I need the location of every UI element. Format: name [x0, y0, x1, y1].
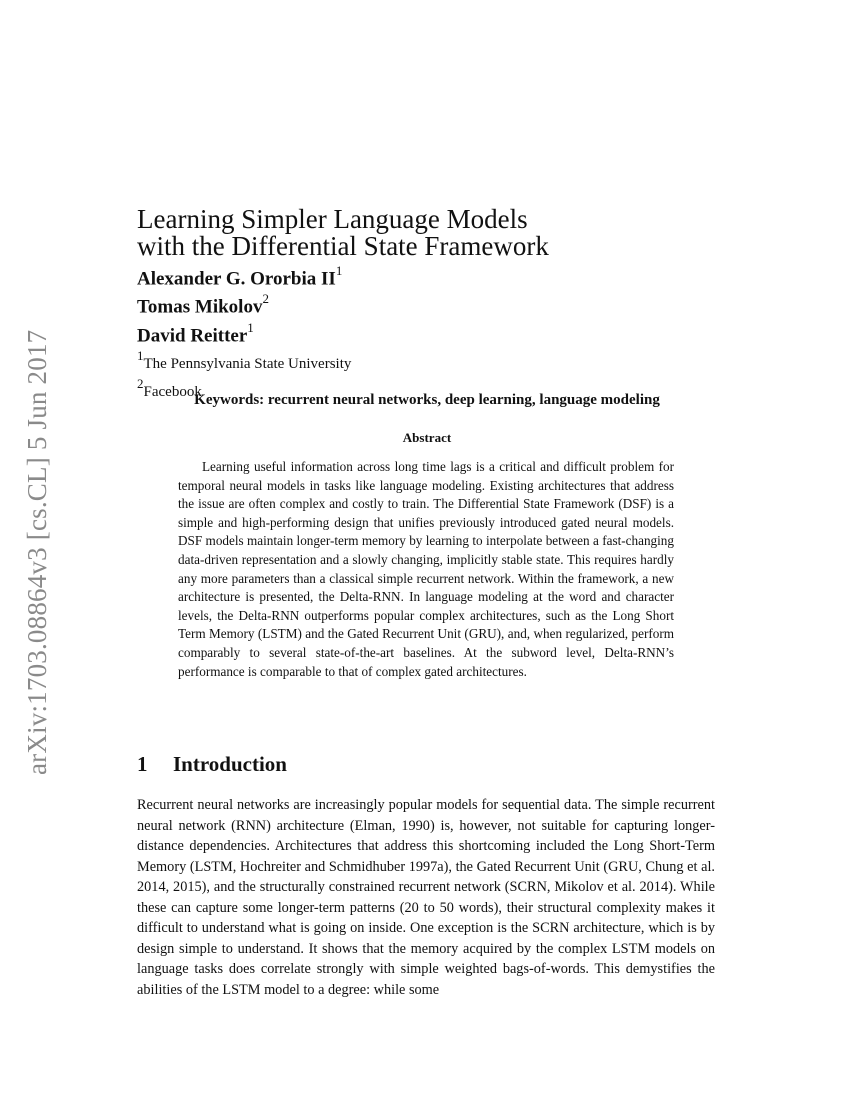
affiliation-mark: 2	[137, 375, 144, 391]
affiliation-mark: 1	[137, 347, 144, 363]
title-line: with the Differential State Framework	[137, 231, 549, 261]
abstract-body: Learning useful information across long time lags is a critical and difficult problem for temporal neural models in tasks like language modeling. Existing architectures that address the issue are often complex and costly to train. The Differential State Framework (DSF) is a simple and high-performing design that unifies previously introduced gated neural models. DSF models maintain longer-term memory by learning to interpolate between a fast-changing data-driven representation and a slowly changing, implicitly stable state. This requires hardly any more parameters than a classical simple recurrent network. Within the framework, a new architecture is presented, the Delta-RNN. In language modeling at the word and character levels, the Delta-RNN outperforms popular complex architectures, such as the Long Short Term Memory (LSTM) and the Gated Recurrent Unit (GRU), and, when regularized, perform comparably to several state-of-the-art baselines. At the subword level, Delta-RNN’s performance is comparable to that of complex gated architectures.	[178, 459, 674, 679]
keywords: Keywords: recurrent neural networks, deep learning, language modeling	[194, 392, 660, 408]
author-list	[137, 262, 717, 403]
paper-title	[137, 206, 717, 260]
section-title: Introduction	[173, 752, 287, 776]
affiliation	[137, 347, 717, 375]
author-name: Alexander G. Ororbia II	[137, 268, 336, 290]
title-block	[137, 206, 717, 403]
author-affiliation-mark: 2	[262, 291, 269, 307]
affiliation-name: The Pennsylvania State University	[143, 355, 352, 372]
affiliation-name: Facebook	[143, 383, 202, 400]
author	[137, 290, 717, 318]
abstract-heading: Abstract	[402, 430, 452, 445]
arxiv-identifier-stamp: arXiv:1703.08864v3 [cs.CL] 5 Jun 2017	[22, 329, 52, 775]
author-affiliation-mark: 1	[335, 263, 343, 278]
author	[137, 319, 717, 347]
introduction-body: Recurrent neural networks are increasingly popular models for sequential data. The simple recurrent neural network (RNN) architecture (Elman, 1990) is, however, not suitable for capturing longer-distance dependencies. Architectures that address this shortcoming included the Long Short-Term Memory (LSTM, Hochreiter and Schmidhuber 1997a), the Gated Recurrent Unit (GRU, Chung et al. 2014, 2015), and the structurally constrained recurrent network (SCRN, Mikolov et al. 2014). While these can capture some longer-term patterns (20 to 50 words), their structural complexity makes it difficult to understand what is going on inside. One exception is the SCRN architecture, which is by design simple to understand. It shows that the memory acquired by the complex LSTM models on language tasks does correlate strongly with simple weighted bags-of-words. This demystifies the abilities of the LSTM model to a degree: while some	[137, 797, 715, 998]
section-heading	[137, 752, 717, 777]
author	[137, 262, 717, 290]
section-number: 1	[137, 752, 148, 776]
title-line: Learning Simpler Language Models	[137, 204, 528, 234]
author-affiliation-mark: 1	[247, 319, 254, 335]
author-name: Tomas Mikolov	[137, 296, 263, 318]
author-name: David Reitter	[137, 324, 248, 346]
